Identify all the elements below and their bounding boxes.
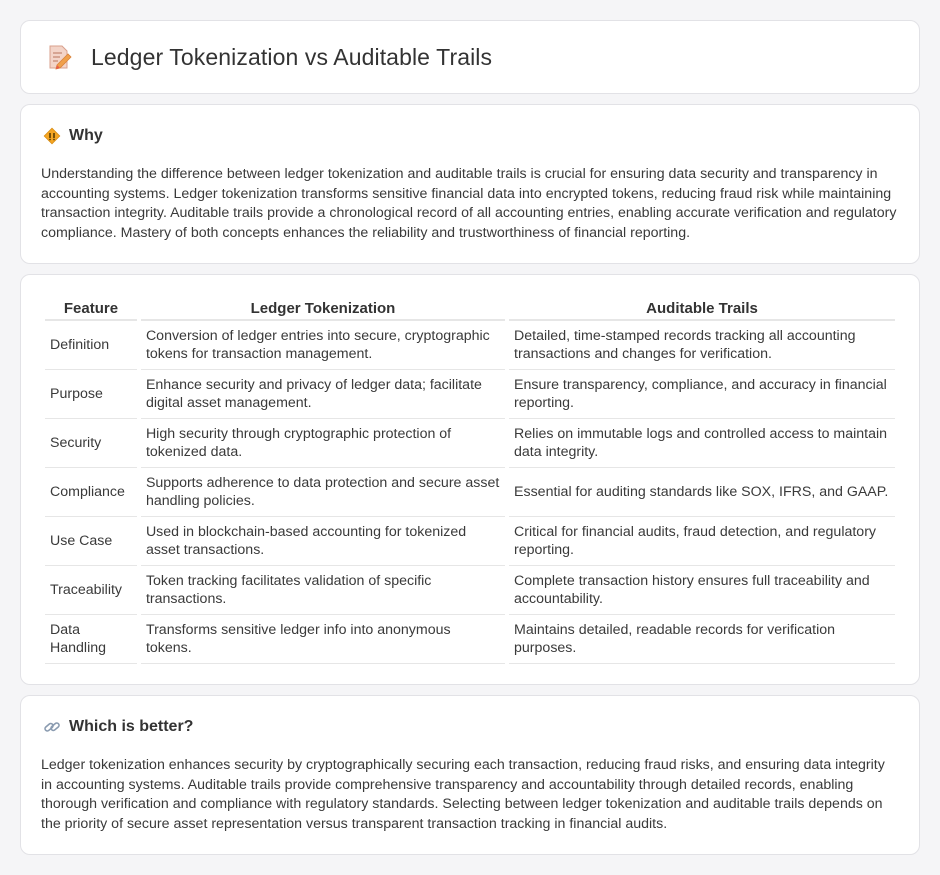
feature-cell: Use Case [45, 517, 137, 566]
tokenization-cell: Used in blockchain-based accounting for tokenized asset transactions. [141, 517, 505, 566]
tokenization-cell: Transforms sensitive ledger info into anonymous tokens. [141, 615, 505, 664]
feature-cell: Definition [45, 321, 137, 370]
trails-cell: Relies on immutable logs and controlled access to maintain data integrity. [509, 419, 895, 468]
link-icon [43, 718, 61, 736]
tokenization-cell: Token tracking facilitates validation of specific transactions. [141, 566, 505, 615]
why-heading [43, 127, 103, 145]
which-better-card [20, 695, 920, 855]
table-header-row [45, 295, 895, 321]
better-title: Which is better? [69, 718, 194, 735]
feature-cell: Security [45, 419, 137, 468]
tokenization-cell: High security through cryptographic protection of tokenized data. [141, 419, 505, 468]
table-row [45, 615, 895, 664]
diamond-warning-icon [43, 127, 61, 145]
tokenization-cell: Supports adherence to data protection and secure asset handling policies. [141, 468, 505, 517]
why-card [20, 104, 920, 264]
trails-cell: Complete transaction history ensures full traceability and accountability. [509, 566, 895, 615]
trails-cell: Ensure transparency, compliance, and accuracy in financial reporting. [509, 370, 895, 419]
title-row [45, 43, 492, 71]
header-feature: Feature [45, 295, 137, 321]
better-body: Ledger tokenization enhances security by cryptographically securing each transaction, reducing fraud risks, and ensuring data integrity in accounting systems. Auditable trails provide comprehensive transparency and accountability through detailed records, enabling thorough verification and compliance with regulatory standards. Selecting between ledger tokenization and auditable trails depends on the priority of secure asset representation versus transparent transaction tracking in financial audits. [41, 757, 885, 832]
trails-cell: Critical for financial audits, fraud detection, and regulatory reporting. [509, 517, 895, 566]
tokenization-cell: Conversion of ledger entries into secure, cryptographic tokens for transaction management. [141, 321, 505, 370]
page-title: Ledger Tokenization vs Auditable Trails [91, 43, 493, 70]
header-auditable-trails: Auditable Trails [509, 295, 895, 321]
table-row [45, 419, 895, 468]
table-row [45, 566, 895, 615]
table-row [45, 517, 895, 566]
feature-cell: Compliance [45, 468, 137, 517]
trails-cell: Essential for auditing standards like SOX, IFRS, and GAAP. [509, 468, 895, 517]
header-card [20, 20, 920, 94]
trails-cell: Maintains detailed, readable records for verification purposes. [509, 615, 895, 664]
tokenization-cell: Enhance security and privacy of ledger data; facilitate digital asset management. [141, 370, 505, 419]
table-row [45, 321, 895, 370]
feature-cell: Data Handling [45, 615, 137, 664]
comparison-table [41, 295, 899, 664]
feature-cell: Purpose [45, 370, 137, 419]
header-ledger-tokenization: Ledger Tokenization [141, 295, 505, 321]
better-heading [43, 718, 193, 736]
why-body: Understanding the difference between ledger tokenization and auditable trails is crucial for ensuring data security and transparency in accounting systems. Ledger tokenization transforms sensitive financial data into encrypted tokens, reducing fraud risk while maintaining transaction integrity. Auditable trails provide a chronological record of all accounting entries, enabling accurate verification and regulatory compliance. Mastery of both concepts enhances the reliability and trustworthiness of financial reporting. [41, 166, 897, 241]
feature-cell: Traceability [45, 566, 137, 615]
why-title: Why [69, 127, 103, 144]
comparison-card [20, 274, 920, 685]
table-row [45, 468, 895, 517]
table-row [45, 370, 895, 419]
trails-cell: Detailed, time-stamped records tracking all accounting transactions and changes for verification. [509, 321, 895, 370]
document-pencil-icon [45, 43, 73, 71]
